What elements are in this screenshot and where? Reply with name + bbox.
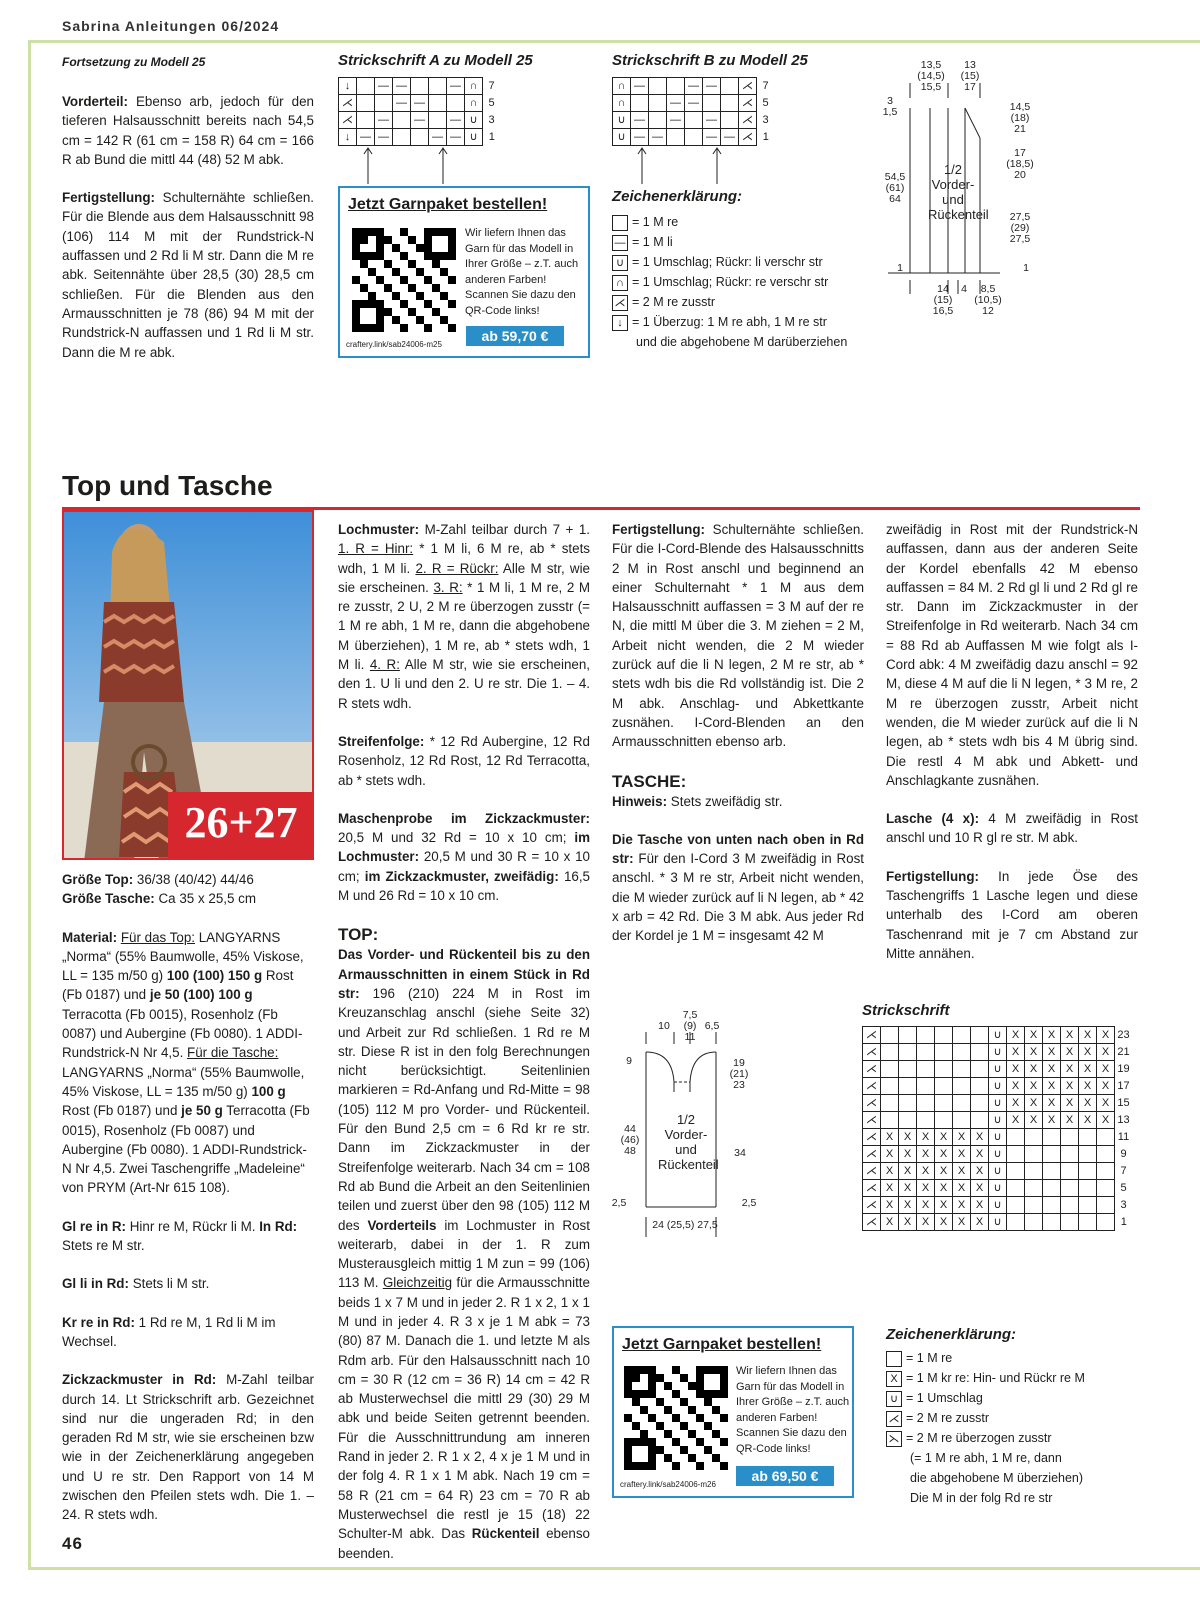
main-chart-row-number: 21 — [1117, 1046, 1130, 1058]
schem-bot3: 8,5 (10,5) 12 — [974, 283, 1002, 317]
legend-item: ∪ = 1 Umschlag; Rückr: li verschr str — [612, 252, 847, 272]
legend-item: — = 1 M li — [612, 232, 847, 252]
schem-mark2: 1 — [1023, 262, 1029, 274]
legend-title: Zeichenerklärung: — [612, 188, 743, 205]
blank-cell-icon — [886, 1351, 902, 1367]
main-chart-row-number: 7 — [1120, 1165, 1127, 1177]
main-chart-row-number: 3 — [1120, 1199, 1127, 1211]
order-title: Jetzt Garnpaket bestellen! — [622, 1336, 822, 1353]
frame-top — [28, 40, 1200, 43]
chart-a-row: 3 — [488, 114, 495, 126]
chart-a-row: 7 — [488, 80, 495, 92]
legend2-title: Zeichenerklärung: — [886, 1326, 1017, 1343]
yarn-over-icon: ∪ — [886, 1391, 902, 1407]
schem2-l2: 44 (46) 48 — [620, 1123, 640, 1157]
legend-item: ∪ = 1 Umschlag — [886, 1388, 1085, 1408]
legend-item: die abgehobene M überziehen) — [910, 1471, 1084, 1485]
schem2-r2: 34 — [734, 1147, 746, 1159]
frame-left — [28, 40, 31, 1570]
schem2-r1: 19 (21) 23 — [729, 1057, 749, 1091]
schem-label: 1/2 Vorder- und Rückenteil — [928, 162, 989, 222]
schem-right2: 17 (18,5) 20 — [1006, 147, 1034, 181]
legend2-list — [886, 1348, 1085, 1508]
skp-icon: ⋋ — [886, 1431, 902, 1447]
vorderteil-label: Vorderteil: — [62, 94, 128, 109]
chart-b-row: 7 — [762, 80, 769, 92]
main-chart-row-number: 1 — [1120, 1216, 1127, 1228]
schem2-t2: 7,5 (9) 11 — [682, 1009, 698, 1043]
main-chart-row-number: 5 — [1120, 1182, 1127, 1194]
main-chart-row-number: 17 — [1117, 1080, 1130, 1092]
continuation-note: Fortsetzung zu Modell 25 — [62, 55, 206, 69]
main-chart-row-number: 9 — [1120, 1148, 1127, 1160]
schem2-lb: 2,5 — [611, 1197, 627, 1209]
schem-mark1: 1 — [897, 262, 903, 274]
chart-a-row: 1 — [488, 131, 495, 143]
schem-bot2: 4 — [961, 283, 967, 295]
chart-a-arrows — [338, 146, 488, 186]
cross-icon: X — [886, 1371, 902, 1387]
main-chart-row-number: 15 — [1117, 1097, 1130, 1109]
main-chart-row-number: 19 — [1117, 1063, 1130, 1075]
journal-header: Sabrina Anleitungen 06/2024 — [62, 18, 280, 34]
chart-b-row: 3 — [762, 114, 769, 126]
schem-right3: 27,5 (29) 27,5 — [1009, 211, 1031, 245]
chart-b-row: 1 — [762, 131, 769, 143]
main-chart-row-number: 11 — [1117, 1131, 1130, 1143]
qr-code-icon[interactable] — [352, 228, 456, 332]
page-number: 46 — [62, 1534, 83, 1553]
schem2-bottom: 24 (25,5) 27,5 — [652, 1219, 718, 1231]
legend-item: (= 1 M re abh, 1 M re, dann — [910, 1451, 1062, 1465]
schem-bot1: 14 (15) 16,5 — [932, 283, 954, 317]
col3-text: Fertigstellung: Schulternähte schließen. Für die I-Cord-Blende des Halsausschnitts 2 M in Rost anschl und beginnend an einer Schulternaht * 1 M aus dem Halsausschnitt auffassen = 3 M auf der re N, die mittl M über die 3. M ziehen = 2 M, Arbeit nicht wenden, die 2 M wieder zurück auf die li N legen, 2 M re str, ab * stets wdh bis die Rd vollständig ist. Die 2 M abk. Anschlag- und Abkettkante zusnähen. I-Cord-Blenden an den Armausschnitten ebenso arb. TASCHE: Hinweis: Stets zweifädig str. Die Tasche von unten nach oben in Rd str: Für den I-Cord 3 M zweifädig in Rost anschl. * 3 M re str, Arbeit nicht wenden, die M wieder zurück auf li N legen, ab * 42 x arb = 42 Rd. Die 3 M abk. Aus jeder Rd der Kordel je 1 M = insgesamt 42 M — [612, 522, 864, 944]
chart-a-title: Strickschrift A zu Modell 25 — [338, 52, 533, 69]
frame-bottom — [28, 1567, 1200, 1570]
main-chart-row-number: 13 — [1117, 1114, 1130, 1126]
order-desc: Wir liefern Ihnen das Garn für das Modell in Ihrer Größe – z.T. auch anderen Farben! Scannen Sie dazu den QR-Code links! — [465, 227, 579, 317]
order-box-m25[interactable] — [338, 186, 590, 358]
legend-item: ⋌ = 2 M re zusstr — [886, 1408, 1085, 1428]
order-url[interactable]: craftery.link/sab24006-m25 — [346, 340, 442, 349]
legend-list — [612, 212, 847, 352]
legend-item: = 1 M re — [612, 212, 847, 232]
blank-cell-icon — [612, 215, 628, 231]
skp-icon: ↓ — [612, 315, 628, 331]
model-photo — [62, 510, 314, 860]
chart-a-row: 5 — [488, 97, 495, 109]
schem2-t3: 6,5 — [704, 1020, 720, 1032]
k2tog-icon: ⋌ — [886, 1411, 902, 1427]
order-desc: Wir liefern Ihnen das Garn für das Modell in Ihrer Größe – z.T. auch anderen Farben! Scannen Sie dazu den QR-Code links! — [736, 1365, 850, 1455]
col2-text: Lochmuster: M-Zahl teilbar durch 7 + 1. 1. R = Hinr: * 1 M li, 6 M re, ab * stets wdh, 1 M li. 2. R = Rückr: Alle M str, wie sie erscheinen. 3. R: * 1 M li, 1 M re, 2 M re zusstr, 2 U, 2 M re überzogen zusstr (= 1 M re abh, 1 M re, dann die abgehobene M überziehen), 1 M re, ab * stets wdh, 1 M li. 4. R: Alle M str, wie sie erscheinen, den 1. U li und den 2. U re str. Die 1. – 4. R stets wdh. Streifenfolge: * 12 Rd Aubergine, 12 Rd Rosenholz, 12 Rd Rost, 12 Rd Terracotta, ab * stets wdh. Maschenprobe im Zickzackmuster: 20,5 M und 32 Rd = 10 x 10 cm; im Lochmuster: 20,5 M und 30 R = 10 x 10 cm; im Zickzackmuster, zweifädig: 16,5 M und 26 Rd = 10 x 10 cm. TOP: Das Vorder- und Rückenteil bis zu den Armausschnitten in einem Stück in Rd str: 196 (210) 224 M in Rost im Kreuzanschlag anschl (siehe Seite 32) und Arbeit zur Rd schließen. 1 Rd re M str. Diese R ist in den folg Berechnungen nicht berücksichtigt. Seitenlinien markieren = Rd-Anfang und Rd-Mitte = 98 (105) 112 M pro Vorder- und Rückenteil. Für den Bund 2,5 cm = 6 Rd kr re str. Dann im Zickzackmuster in der Streifenfolge weiterarb. Nach 34 cm = 108 Rd ab Bund die Arbeit an den Seitenlinien teilen und zuerst über den 98 (105) 112 M des Vorderteils im Lochmuster in Rost weiterarb, dabei in der 1. R zum Musterausgleich mittig 1 M zun = 99 (106) 113 M. Gleichzeitig für die Armausschnitte beids 1 x 7 M und in jeder 2. R 1 x 2, 1 x 1 M und in jeder 4. R 3 x je 1 M abk = 73 (80) 87 M. Danach die 1. und letzte M als Rdm arb. Für den Halsausschnitt nach 10 cm = 30 R (12 cm = 36 R) 14 cm = 42 R ab Musterwechsel die mittl 29 (30) 29 M abk und beide Seiten getrennt beenden. Für die Ausschnittrundung am inneren Rand in jeder 2. R 1 x 2, 4 x je 1 M und in der folg 4. R 1 x 1 M abk. Nach 19 cm = 58 R (21 cm = 64 R) 23 cm = 70 R ab Musterwechsel die restl je 15 (18) 22 Schulter-M abk. Das Rückenteil ebenso beenden. — [338, 522, 591, 1561]
legend-item: und die abgehobene M darüberziehen — [636, 335, 848, 349]
chart-b-arrows — [612, 146, 762, 186]
order-title: Jetzt Garnpaket bestellen! — [348, 196, 548, 213]
chart-a: ↓ — — — ∩ 7 ⋌ — — ∩ 5 ⋌ — — — ∪ 3 ↓ — — — — ∪ 1 — [338, 77, 501, 186]
order-price: ab 69,50 € — [736, 1466, 834, 1486]
col1-text: Größe Top: 36/38 (40/42) 44/46 Größe Tasche: Ca 35 x 25,5 cm Material: Für das Top: LANGYARNS „Norma“ (55% Baumwolle, 45% Viskose, LL = 135 m/50 g) 100 (100) 150 g Rost (Fb 0187) und je 50 (100) 100 g Terracotta (Fb 0015), Rosenholz (Fb 0087) und Aubergine (Fb 0080). 1 ADDI-Rundstrick-N Nr 4,5. Für die Tasche: LANGYARNS „Norma“ (55% Baumwolle, 45% Viskose, LL = 135 m/50 g) 100 g Rost (Fb 0187) und je 50 g Terracotta (Fb 0015), Rosenholz (Fb 0087) und Aubergine (Fb 0080). 1 ADDI-Rundstrick-N Nr 4,5. Zwei Taschengriffe „Madeleine“ von PRYM (Art-Nr 615 108). Gl re in R: Hinr re M, Rückr li M. In Rd: Stets re M str. Gl li in Rd: Stets li M str. Kr re in Rd: 1 Rd re M, 1 Rd li M im Wechsel. Zickzackmuster in Rd: M-Zahl teilbar durch 14. Lt Strickschrift arb. Gezeichnet sind nur die ungeraden Rd; in den geraden Rd M str, wie sie erscheinen bzw wie in der Zeichenerklärung angegeben und U re str. Den Rapport von 14 M zwischen den Pfeilen stets wdh. Die 1. – 24. R stets wdh. — [62, 872, 314, 1523]
schem2-t1: 10 — [658, 1020, 670, 1032]
legend-item: ⋋ = 2 M re überzogen zusstr — [886, 1428, 1085, 1448]
schem-left-small: 3 1,5 — [882, 95, 898, 118]
schem-right1: 14,5 (18) 21 — [1009, 101, 1031, 135]
legend-item: X = 1 M kr re: Hin- und Rückr re M — [886, 1368, 1085, 1388]
legend-item: ⋌ = 2 M re zusstr — [612, 292, 847, 312]
page-title: Top und Tasche — [62, 470, 273, 501]
schem-left-h: 54,5 (61) 64 — [884, 171, 906, 205]
yarn-over-n-icon: ∩ — [612, 275, 628, 291]
schem2-l1: 9 — [626, 1055, 632, 1067]
main-chart: ⋌ ∪ X X X X X X 23 ⋌ ∪ X X X X X X 21 ⋌ ∪ X X X X X X 19 ⋌ ∪ X X X X X X 17 ⋌ ∪ X X X X X X 15 ⋌ ∪ X X X X X X 13 ⋌ X X X X X X ∪ 11 ⋌ X X X X X X ∪ 9 ⋌ X X X X X X ∪ 7 ⋌ X X X X X X ∪ 5 ⋌ X X X X X X ∪ 3 ⋌ X X X X X X ∪ 1 — [862, 1026, 1133, 1231]
legend-item: ∩ = 1 Umschlag; Rückr: re verschr str — [612, 272, 847, 292]
fertig-text: Schulternähte schließen. Für die Blende aus dem Halsausschnitt 98 (106) 114 M mit der Rundstrick-N auffassen und 2 Rd li M str. Dann die M re abk. Seitennähte über 28,5 (30) 28,5 cm schließen. Für die Blenden aus den Armausschnitten je 78 (86) 94 M mit der Rundstrick-N auffassen und 1 Rd li M str. Dann die M re abk. — [62, 190, 314, 360]
legend-item: Die M in der folg Rd re str — [910, 1491, 1053, 1505]
main-chart-title: Strickschrift — [862, 1002, 950, 1019]
legend-item: ↓ = 1 Überzug: 1 M re abh, 1 M re str — [612, 312, 847, 332]
k2tog-icon: ⋌ — [612, 295, 628, 311]
main-chart-row-number: 23 — [1117, 1029, 1130, 1041]
chart-b: ∩ — — — ⋌ 7 ∩ — — ⋌ 5 ∪ — — — ⋌ 3 ∪ — — — — ⋌ 1 — [612, 77, 775, 186]
purl-icon: — — [612, 235, 628, 251]
order-price: ab 59,70 € — [466, 326, 564, 346]
fertig-label: Fertigstellung: — [62, 190, 155, 206]
col4-text: zweifädig in Rost mit der Rundstrick-N auffassen, dann aus der anderen Seite der Kordel ebenfalls 42 M ebenso auffassen = 84 M. 2 Rd gl li und 2 Rd gl re str. Dann im Zickzackmuster in der Streifenfolge in Rd weiterarb. Nach 34 cm = 88 Rd ab Auffassen M wie folgt als I-Cord abk: 4 M zweifädig dazu anschl = 92 M, diese 4 M auf die li N legen, * 3 M re, 2 M re überzogen zusstr, Arbeit nicht wenden, die M wieder zurück auf die li N legen, ab * stets wdh bis 4 M übrig sind. Die restl 4 M abk und Abkett- und Anschlagkante zusnähen. Lasche (4 x): 4 M zweifädig in Rost anschl und 10 R gl re str. M abk. Fertigstellung: In jede Öse des Taschengriffs 1 Lasche legen und diese unterhalb des I-Cord am oberen Taschenrand mit je 7 cm Abstand zur Mitte annähen. — [886, 522, 1138, 961]
legend-item: = 1 M re — [886, 1348, 1085, 1368]
order-box-m26[interactable] — [612, 1326, 854, 1498]
order-url[interactable]: craftery.link/sab24006-m26 — [620, 1480, 716, 1489]
yarn-over-u-icon: ∪ — [612, 255, 628, 271]
model-number-badge: 26+27 — [168, 792, 314, 858]
top-text-column — [62, 92, 314, 381]
qr-code-icon[interactable] — [624, 1366, 728, 1470]
chart-b-title: Strickschrift B zu Modell 25 — [612, 52, 808, 69]
chart-b-row: 5 — [762, 97, 769, 109]
schem2-label: 1/2 Vorder- und Rückenteil — [658, 1112, 719, 1172]
schem-top2: 13 (15) 17 — [960, 59, 980, 93]
vorderteil-text: Ebenso arb, jedoch für den tieferen Halsausschnitt bereits nach 54,5 cm = 142 R (61 cm = 158 R) 64 cm = 166 R ab Bund die mittl 44 (48) 52 M abk. — [62, 94, 314, 167]
schem-top1: 13,5 (14,5) 15,5 — [917, 59, 945, 93]
schem2-rb: 2,5 — [741, 1197, 757, 1209]
